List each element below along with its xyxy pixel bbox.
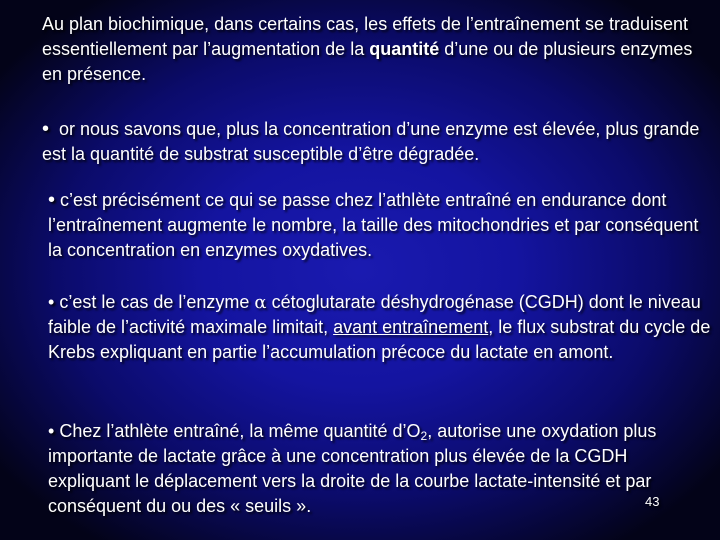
intro-text-end: d’une ou de plusieurs enzymes en présence. — [42, 39, 693, 84]
bullet-icon: • — [48, 421, 55, 441]
cgdh-text-middle: cétoglutarate déshydrogénase (CGDH) dont le niveau faible de l’activité maximale limitait, — [48, 292, 701, 337]
cgdh-text-end: , le flux substrat du cycle de Krebs expliquant en partie l’accumulation précoce du lactate en amont. — [48, 317, 711, 362]
cgdh-text-start: c’est le cas de l’enzyme — [54, 292, 255, 312]
bullet-paragraph-oxidation — [48, 419, 713, 519]
oxidation-text-start: Chez l’athlète entraîné, la même quantité d’O — [54, 421, 421, 441]
bullet-paragraph-cgdh — [48, 290, 713, 365]
page-number: 43 — [645, 494, 660, 509]
before-training-underlined: avant entraînement — [333, 317, 489, 337]
oxidation-text-end: , autorise une oxydation plus importante de lactate grâce à une concentration plus élevée de la CGDH expliquant le déplacement vers la droite de la courbe lactate-intensité et par conséquent du ou des « seuils ». — [48, 421, 657, 516]
endurance-text: c’est précisément ce qui se passe chez l’athlète entraîné en endurance dont l’entraînement augmente le nombre, la taille des mitochondries et par conséquent la concentration en enzymes oxydatives. — [48, 190, 699, 260]
bullet-paragraph-concentration — [42, 117, 707, 167]
alpha-symbol: α — [254, 292, 267, 313]
bullet-icon: • — [48, 292, 55, 312]
intro-paragraph — [42, 12, 707, 87]
bullet-icon: • — [42, 118, 50, 140]
quantity-emphasis: quantité — [369, 39, 440, 59]
o2-subscript: 2 — [420, 429, 428, 443]
bullet-paragraph-endurance — [48, 188, 713, 263]
concentration-text: or nous savons que, plus la concentration d’une enzyme est élevée, plus grande est la quantité de substrat susceptible d’être dégradée. — [42, 119, 705, 164]
bullet-icon: • — [48, 189, 56, 211]
intro-text-start: Au plan biochimique, dans certains cas, les effets de l’entraînement se traduisent essentiellement par l’augmentation de la — [42, 14, 689, 59]
